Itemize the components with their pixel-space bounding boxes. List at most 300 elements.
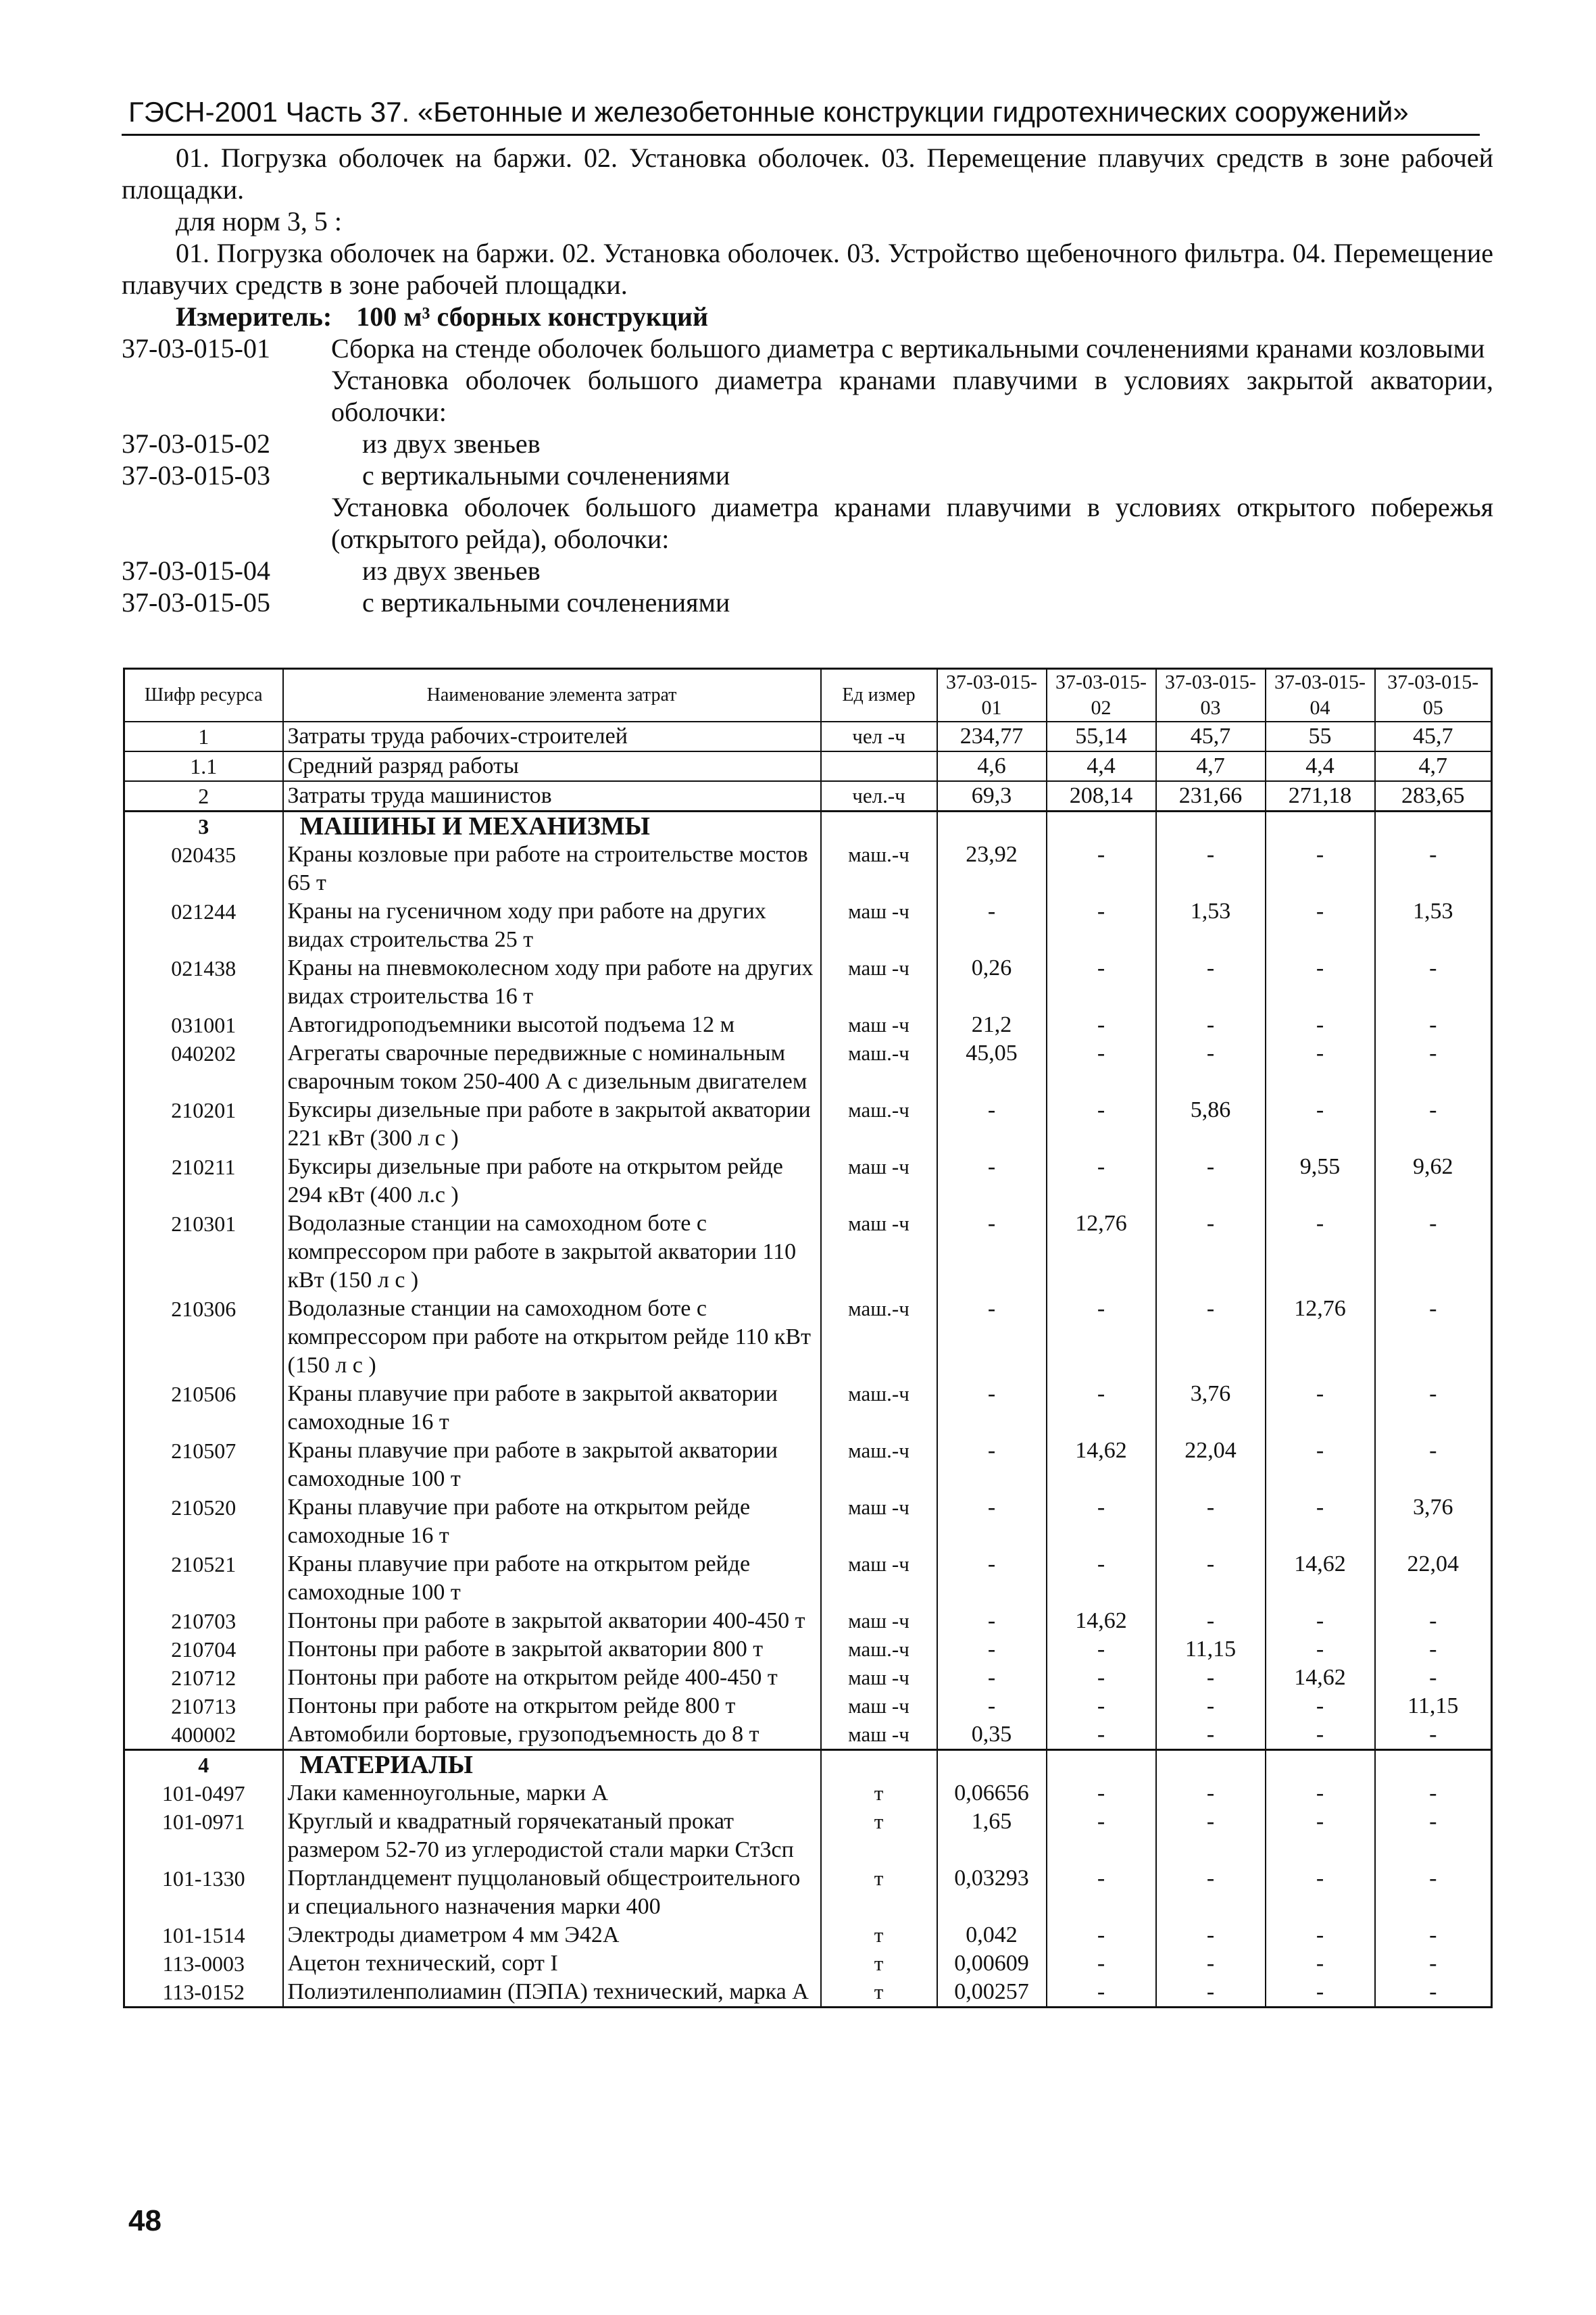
resource-code: 021438 bbox=[124, 954, 283, 1011]
norm-description: из двух звеньев bbox=[362, 555, 541, 586]
norm-value-02: 14,62 bbox=[1047, 1607, 1156, 1635]
table-row bbox=[124, 1720, 1492, 1750]
section-row bbox=[124, 812, 1492, 841]
norm-value-05: - bbox=[1375, 1978, 1492, 2008]
norm-value-04: 14,62 bbox=[1266, 1550, 1375, 1607]
resource-name: Портландцемент пуццолановый общестроительного и специального назначения марки 400 bbox=[283, 1864, 821, 1921]
norm-value-03: - bbox=[1156, 1493, 1266, 1550]
norm-value-02: - bbox=[1047, 841, 1156, 897]
resource-name: Водолазные станции на самоходном боте с компрессором при работе на открытом рейде 110 кВт (150 л с ) bbox=[283, 1295, 821, 1380]
norm-value-05: 1,53 bbox=[1375, 897, 1492, 954]
norm-value-03: 22,04 bbox=[1156, 1437, 1266, 1493]
resource-unit: маш.-ч bbox=[821, 1295, 937, 1380]
resource-unit: маш -ч bbox=[821, 1011, 937, 1039]
resource-unit: т bbox=[821, 1949, 937, 1978]
norm-value-01: 0,042 bbox=[937, 1921, 1047, 1949]
resource-name: Автогидроподъемники высотой подъема 12 м bbox=[283, 1011, 821, 1039]
resource-unit: маш -ч bbox=[821, 1720, 937, 1750]
norm-value-04: - bbox=[1266, 1039, 1375, 1096]
norm-value-01: - bbox=[937, 1380, 1047, 1437]
table-row bbox=[124, 1664, 1492, 1692]
for-norms-label: для норм 3, 5 : bbox=[176, 206, 342, 237]
table-row bbox=[124, 781, 1492, 812]
norm-value-03: 231,66 bbox=[1156, 781, 1266, 812]
resource-name: Краны козловые при работе на строительстве мостов 65 т bbox=[283, 841, 821, 897]
header-norm-05: 37-03-015-05 bbox=[1375, 669, 1492, 722]
norm-value-05: - bbox=[1375, 1096, 1492, 1153]
table-row bbox=[124, 1808, 1492, 1864]
norm-value-03 bbox=[1156, 1750, 1266, 1780]
norm-value-04: - bbox=[1266, 841, 1375, 897]
resource-unit: чел.-ч bbox=[821, 781, 937, 812]
resource-code: 020435 bbox=[124, 841, 283, 897]
norm-value-02: 55,14 bbox=[1047, 722, 1156, 751]
work-composition-2: 01. Погрузка оболочек на баржи. 02. Установка оболочек. 03. Устройство щебеночного фильтра. 04. Перемещение плавучих средств в зоне рабочей площадки. bbox=[122, 238, 1493, 300]
norm-value-05: - bbox=[1375, 1921, 1492, 1949]
norm-value-03: 4,7 bbox=[1156, 751, 1266, 781]
resource-name: Краны плавучие при работе на открытом рейде самоходные 100 т bbox=[283, 1550, 821, 1607]
resource-name: Понтоны при работе на открытом рейде 800 т bbox=[283, 1692, 821, 1720]
norm-value-02 bbox=[1047, 1750, 1156, 1780]
norm-value-02: - bbox=[1047, 1921, 1156, 1949]
table-header-row bbox=[124, 669, 1492, 722]
norm-row bbox=[122, 555, 1493, 587]
norm-value-04: - bbox=[1266, 1720, 1375, 1750]
norm-value-05: 22,04 bbox=[1375, 1550, 1492, 1607]
norm-value-04: - bbox=[1266, 1692, 1375, 1720]
resource-code: 4 bbox=[124, 1750, 283, 1780]
norm-value-04: - bbox=[1266, 1493, 1375, 1550]
norm-value-02: - bbox=[1047, 1692, 1156, 1720]
resource-name: Затраты труда рабочих-строителей bbox=[283, 722, 821, 751]
norm-row bbox=[122, 332, 1493, 364]
norm-value-04: - bbox=[1266, 1949, 1375, 1978]
table-row bbox=[124, 1096, 1492, 1153]
norm-value-03: - bbox=[1156, 1295, 1266, 1380]
measure-line bbox=[176, 301, 1493, 332]
norm-value-02: - bbox=[1047, 1720, 1156, 1750]
norm-value-02: - bbox=[1047, 954, 1156, 1011]
norm-value-05: - bbox=[1375, 1949, 1492, 1978]
section-title: МАШИНЫ И МЕХАНИЗМЫ bbox=[283, 812, 821, 841]
norm-value-02: - bbox=[1047, 1380, 1156, 1437]
norm-value-05: 9,62 bbox=[1375, 1153, 1492, 1210]
resource-code: 021244 bbox=[124, 897, 283, 954]
resource-name: Понтоны при работе в закрытой акватории 800 т bbox=[283, 1635, 821, 1664]
norm-value-01: - bbox=[937, 1295, 1047, 1380]
norm-value-04: - bbox=[1266, 1864, 1375, 1921]
resource-code: 210201 bbox=[124, 1096, 283, 1153]
norm-value-02: - bbox=[1047, 1635, 1156, 1664]
resource-code: 101-1330 bbox=[124, 1864, 283, 1921]
resource-name: Буксиры дизельные при работе в закрытой акватории 221 кВт (300 л с ) bbox=[283, 1096, 821, 1153]
norm-value-01: - bbox=[937, 1153, 1047, 1210]
norm-value-03: - bbox=[1156, 1664, 1266, 1692]
table-row bbox=[124, 722, 1492, 751]
norm-value-02: 208,14 bbox=[1047, 781, 1156, 812]
norm-value-03: - bbox=[1156, 1210, 1266, 1295]
norm-value-02: - bbox=[1047, 1864, 1156, 1921]
norm-value-03 bbox=[1156, 812, 1266, 841]
resource-code: 031001 bbox=[124, 1011, 283, 1039]
resource-unit: маш -ч bbox=[821, 1493, 937, 1550]
section-title: МАТЕРИАЛЫ bbox=[283, 1750, 821, 1780]
resource-unit: маш.-ч bbox=[821, 1096, 937, 1153]
norm-value-05: - bbox=[1375, 1039, 1492, 1096]
table-row bbox=[124, 1635, 1492, 1664]
norm-value-02: 14,62 bbox=[1047, 1437, 1156, 1493]
norm-value-03: - bbox=[1156, 1550, 1266, 1607]
norm-value-01: - bbox=[937, 1635, 1047, 1664]
norm-value-01: - bbox=[937, 1493, 1047, 1550]
norm-code: 37-03-015-03 bbox=[122, 460, 270, 491]
resource-code: 210704 bbox=[124, 1635, 283, 1664]
table-row bbox=[124, 1921, 1492, 1949]
norm-value-04: 14,62 bbox=[1266, 1664, 1375, 1692]
norm-value-01: 0,26 bbox=[937, 954, 1047, 1011]
norm-value-03: - bbox=[1156, 1607, 1266, 1635]
norm-description: с вертикальными сочленениями bbox=[362, 460, 730, 491]
resource-unit: маш -ч bbox=[821, 954, 937, 1011]
table-row bbox=[124, 1011, 1492, 1039]
norm-value-05: - bbox=[1375, 1380, 1492, 1437]
resource-unit: маш -ч bbox=[821, 1692, 937, 1720]
table-row bbox=[124, 1493, 1492, 1550]
norm-description: Установка оболочек большого диаметра кранами плавучими в условиях открытого побережья (открытого рейда), оболочки: bbox=[331, 492, 1493, 554]
norm-value-02: 12,76 bbox=[1047, 1210, 1156, 1295]
resource-code: 040202 bbox=[124, 1039, 283, 1096]
norm-value-01: 0,03293 bbox=[937, 1864, 1047, 1921]
resource-code: 210211 bbox=[124, 1153, 283, 1210]
table-row bbox=[124, 897, 1492, 954]
norm-value-05: - bbox=[1375, 1779, 1492, 1808]
table-row bbox=[124, 1949, 1492, 1978]
norm-value-03: - bbox=[1156, 1949, 1266, 1978]
resource-code: 210306 bbox=[124, 1295, 283, 1380]
resource-unit: т bbox=[821, 1864, 937, 1921]
resource-name: Понтоны при работе на открытом рейде 400-450 т bbox=[283, 1664, 821, 1692]
norm-value-03: - bbox=[1156, 1864, 1266, 1921]
norm-value-03: - bbox=[1156, 1978, 1266, 2008]
resource-name: Краны на гусеничном ходу при работе на других видах строительства 25 т bbox=[283, 897, 821, 954]
resource-name: Буксиры дизельные при работе на открытом рейде 294 кВт (400 л.с ) bbox=[283, 1153, 821, 1210]
resource-name: Краны плавучие при работе в закрытой акватории самоходные 100 т bbox=[283, 1437, 821, 1493]
norm-value-01: - bbox=[937, 1692, 1047, 1720]
header-norm-01: 37-03-015-01 bbox=[937, 669, 1047, 722]
norm-value-03: - bbox=[1156, 1011, 1266, 1039]
header-resource-code: Шифр ресурса bbox=[124, 669, 283, 722]
resource-name: Круглый и квадратный горячекатаный прокат размером 52-70 из углеродистой стали марки Ст3сп bbox=[283, 1808, 821, 1864]
resource-code: 210713 bbox=[124, 1692, 283, 1720]
resource-unit: маш -ч bbox=[821, 1607, 937, 1635]
norm-value-01: - bbox=[937, 1096, 1047, 1153]
norm-value-03: - bbox=[1156, 1692, 1266, 1720]
norm-value-04: 12,76 bbox=[1266, 1295, 1375, 1380]
resource-unit: т bbox=[821, 1808, 937, 1864]
resource-unit: т bbox=[821, 1978, 937, 2008]
table-row bbox=[124, 1550, 1492, 1607]
section-row bbox=[124, 1750, 1492, 1780]
table-row bbox=[124, 841, 1492, 897]
norm-value-02: - bbox=[1047, 1096, 1156, 1153]
resource-name: Краны плавучие при работе на открытом рейде самоходные 16 т bbox=[283, 1493, 821, 1550]
table-row bbox=[124, 751, 1492, 781]
header-unit: Ед измер bbox=[821, 669, 937, 722]
norm-value-01 bbox=[937, 812, 1047, 841]
table-row bbox=[124, 1607, 1492, 1635]
norm-value-04: - bbox=[1266, 897, 1375, 954]
norm-code: 37-03-015-01 bbox=[122, 333, 270, 364]
resource-unit: маш -ч bbox=[821, 1153, 937, 1210]
norm-value-05: 4,7 bbox=[1375, 751, 1492, 781]
norm-value-03: - bbox=[1156, 1153, 1266, 1210]
header-cost-element: Наименование элемента затрат bbox=[283, 669, 821, 722]
norm-value-01: 69,3 bbox=[937, 781, 1047, 812]
page-number: 48 bbox=[128, 2204, 161, 2237]
norm-value-01: 4,6 bbox=[937, 751, 1047, 781]
resource-code: 210712 bbox=[124, 1664, 283, 1692]
norm-code: 37-03-015-02 bbox=[122, 428, 270, 459]
norm-description: с вертикальными сочленениями bbox=[362, 587, 730, 618]
norm-value-02: - bbox=[1047, 1039, 1156, 1096]
norm-description: Сборка на стенде оболочек большого диаметра с вертикальными сочленениями кранами козловыми bbox=[331, 333, 1485, 364]
resource-code: 3 bbox=[124, 812, 283, 841]
norm-value-01: - bbox=[937, 1664, 1047, 1692]
norm-value-01: 0,35 bbox=[937, 1720, 1047, 1750]
norm-value-04: - bbox=[1266, 1607, 1375, 1635]
table-row bbox=[124, 1153, 1492, 1210]
resource-unit: т bbox=[821, 1779, 937, 1808]
norm-value-03: - bbox=[1156, 1779, 1266, 1808]
resource-name: Автомобили бортовые, грузоподъемность до 8 т bbox=[283, 1720, 821, 1750]
norm-description: Установка оболочек большого диаметра кранами плавучими в условиях закрытой акватории, оболочки: bbox=[331, 365, 1493, 427]
table-row bbox=[124, 1295, 1492, 1380]
norm-value-01: 21,2 bbox=[937, 1011, 1047, 1039]
norm-value-01: - bbox=[937, 1210, 1047, 1295]
resource-name: Затраты труда машинистов bbox=[283, 781, 821, 812]
table-row bbox=[124, 1779, 1492, 1808]
resource-unit: маш.-ч bbox=[821, 1380, 937, 1437]
norm-value-01: - bbox=[937, 1607, 1047, 1635]
norm-row bbox=[122, 491, 1493, 555]
table-row bbox=[124, 1039, 1492, 1096]
norm-value-01: - bbox=[937, 1437, 1047, 1493]
resource-code: 210506 bbox=[124, 1380, 283, 1437]
norm-value-04: - bbox=[1266, 1096, 1375, 1153]
resource-unit bbox=[821, 1750, 937, 1780]
norm-code: 37-03-015-04 bbox=[122, 555, 270, 586]
norms-list bbox=[122, 332, 1493, 618]
resource-code: 101-0971 bbox=[124, 1808, 283, 1864]
resource-unit: маш -ч bbox=[821, 1664, 937, 1692]
norm-value-01: 23,92 bbox=[937, 841, 1047, 897]
norm-value-05: - bbox=[1375, 1437, 1492, 1493]
norm-value-01: 234,77 bbox=[937, 722, 1047, 751]
norm-value-02: - bbox=[1047, 1295, 1156, 1380]
norm-row bbox=[122, 364, 1493, 428]
norm-value-05: - bbox=[1375, 954, 1492, 1011]
resource-code: 2 bbox=[124, 781, 283, 812]
norm-value-03: - bbox=[1156, 841, 1266, 897]
norm-value-02: - bbox=[1047, 1779, 1156, 1808]
resource-name: Электроды диаметром 4 мм Э42А bbox=[283, 1921, 821, 1949]
resource-name: Краны плавучие при работе в закрытой акватории самоходные 16 т bbox=[283, 1380, 821, 1437]
norm-value-04 bbox=[1266, 812, 1375, 841]
measure-label: Измеритель: bbox=[176, 301, 332, 332]
norm-value-05 bbox=[1375, 812, 1492, 841]
resource-name: Водолазные станции на самоходном боте с компрессором при работе в закрытой акватории 110 кВт (150 л с ) bbox=[283, 1210, 821, 1295]
table-row bbox=[124, 1380, 1492, 1437]
resource-code: 113-0152 bbox=[124, 1978, 283, 2008]
resource-code: 210703 bbox=[124, 1607, 283, 1635]
norm-value-04: - bbox=[1266, 1921, 1375, 1949]
norm-value-01: - bbox=[937, 1550, 1047, 1607]
resource-code: 210507 bbox=[124, 1437, 283, 1493]
norm-value-03: 11,15 bbox=[1156, 1635, 1266, 1664]
norm-value-02: - bbox=[1047, 1808, 1156, 1864]
resource-unit: маш -ч bbox=[821, 897, 937, 954]
norm-value-04: 9,55 bbox=[1266, 1153, 1375, 1210]
norm-value-04: - bbox=[1266, 1978, 1375, 2008]
table-row bbox=[124, 1692, 1492, 1720]
resource-unit: маш.-ч bbox=[821, 1039, 937, 1096]
norm-value-02 bbox=[1047, 812, 1156, 841]
norm-value-03: - bbox=[1156, 1039, 1266, 1096]
norm-value-03: 45,7 bbox=[1156, 722, 1266, 751]
norm-value-02: - bbox=[1047, 1978, 1156, 2008]
resource-unit bbox=[821, 812, 937, 841]
header-rule bbox=[122, 134, 1480, 136]
resource-code: 1 bbox=[124, 722, 283, 751]
norm-value-03: - bbox=[1156, 1720, 1266, 1750]
norm-value-05: - bbox=[1375, 1295, 1492, 1380]
norm-value-02: - bbox=[1047, 1153, 1156, 1210]
norm-value-04: - bbox=[1266, 1380, 1375, 1437]
norm-value-02: - bbox=[1047, 1011, 1156, 1039]
norm-value-02: - bbox=[1047, 1664, 1156, 1692]
resource-unit: маш.-ч bbox=[821, 1437, 937, 1493]
table-row bbox=[124, 1437, 1492, 1493]
norm-value-04: - bbox=[1266, 1808, 1375, 1864]
resource-code: 210521 bbox=[124, 1550, 283, 1607]
norm-value-05: 45,7 bbox=[1375, 722, 1492, 751]
norm-value-04: - bbox=[1266, 1437, 1375, 1493]
resource-code: 101-0497 bbox=[124, 1779, 283, 1808]
norm-value-05: - bbox=[1375, 1664, 1492, 1692]
norm-value-04 bbox=[1266, 1750, 1375, 1780]
norm-value-02: 4,4 bbox=[1047, 751, 1156, 781]
norm-value-04: - bbox=[1266, 1011, 1375, 1039]
norm-value-03: 5,86 bbox=[1156, 1096, 1266, 1153]
norm-value-02: - bbox=[1047, 897, 1156, 954]
norm-value-05: - bbox=[1375, 1808, 1492, 1864]
norm-code bbox=[122, 364, 331, 428]
norm-value-03: - bbox=[1156, 954, 1266, 1011]
norm-value-02: - bbox=[1047, 1949, 1156, 1978]
norm-row bbox=[122, 587, 1493, 618]
norm-value-01: 0,06656 bbox=[937, 1779, 1047, 1808]
norm-value-05: - bbox=[1375, 1635, 1492, 1664]
norm-value-04: 4,4 bbox=[1266, 751, 1375, 781]
norm-row bbox=[122, 459, 1493, 491]
norm-value-04: - bbox=[1266, 1635, 1375, 1664]
work-composition-1: 01. Погрузка оболочек на баржи. 02. Установка оболочек. 03. Перемещение плавучих средств в зоне рабочей площадки. bbox=[122, 143, 1493, 205]
resource-code: 210520 bbox=[124, 1493, 283, 1550]
resource-name: Полиэтиленполиамин (ПЭПА) технический, марка А bbox=[283, 1978, 821, 2008]
norm-value-05 bbox=[1375, 1750, 1492, 1780]
norm-value-05: - bbox=[1375, 841, 1492, 897]
norm-value-03: - bbox=[1156, 1921, 1266, 1949]
resource-unit: маш.-ч bbox=[821, 1635, 937, 1664]
resource-code: 113-0003 bbox=[124, 1949, 283, 1978]
norm-value-05: 11,15 bbox=[1375, 1692, 1492, 1720]
resource-name: Лаки каменноугольные, марки А bbox=[283, 1779, 821, 1808]
resource-name: Агрегаты сварочные передвижные с номинальным сварочным током 250-400 А с дизельным двигателем bbox=[283, 1039, 821, 1096]
resource-name: Средний разряд работы bbox=[283, 751, 821, 781]
norm-value-03: 1,53 bbox=[1156, 897, 1266, 954]
resource-code: 400002 bbox=[124, 1720, 283, 1750]
norm-value-05: - bbox=[1375, 1864, 1492, 1921]
resource-unit: маш -ч bbox=[821, 1550, 937, 1607]
norm-value-05: 283,65 bbox=[1375, 781, 1492, 812]
norm-value-01: - bbox=[937, 897, 1047, 954]
norm-value-05: - bbox=[1375, 1607, 1492, 1635]
norm-value-01: 45,05 bbox=[937, 1039, 1047, 1096]
norm-value-01: 0,00609 bbox=[937, 1949, 1047, 1978]
running-head: ГЭСН-2001 Часть 37. «Бетонные и железобетонные конструкции гидротехнических сооружений» bbox=[128, 96, 1409, 128]
norm-value-04: 55 bbox=[1266, 722, 1375, 751]
norm-code bbox=[122, 491, 331, 555]
norm-value-03: 3,76 bbox=[1156, 1380, 1266, 1437]
norm-value-01 bbox=[937, 1750, 1047, 1780]
resource-code: 1.1 bbox=[124, 751, 283, 781]
header-norm-02: 37-03-015-02 bbox=[1047, 669, 1156, 722]
resource-unit bbox=[821, 751, 937, 781]
resource-name: Понтоны при работе в закрытой акватории 400-450 т bbox=[283, 1607, 821, 1635]
norm-value-05: - bbox=[1375, 1011, 1492, 1039]
resource-unit: маш.-ч bbox=[821, 841, 937, 897]
norm-value-05: - bbox=[1375, 1210, 1492, 1295]
norm-value-04: 271,18 bbox=[1266, 781, 1375, 812]
norm-value-02: - bbox=[1047, 1493, 1156, 1550]
norm-value-05: 3,76 bbox=[1375, 1493, 1492, 1550]
resource-code: 210301 bbox=[124, 1210, 283, 1295]
norm-code: 37-03-015-05 bbox=[122, 587, 270, 618]
header-norm-04: 37-03-015-04 bbox=[1266, 669, 1375, 722]
resource-name: Ацетон технический, сорт I bbox=[283, 1949, 821, 1978]
resource-unit: маш -ч bbox=[821, 1210, 937, 1295]
resource-unit: чел -ч bbox=[821, 722, 937, 751]
resource-table bbox=[123, 668, 1493, 2008]
measure-value: 100 м³ сборных конструкций bbox=[356, 301, 709, 332]
norm-value-01: 0,00257 bbox=[937, 1978, 1047, 2008]
resource-code: 101-1514 bbox=[124, 1921, 283, 1949]
intro-block bbox=[122, 142, 1493, 618]
norm-row bbox=[122, 428, 1493, 459]
resource-name: Краны на пневмоколесном ходу при работе на других видах строительства 16 т bbox=[283, 954, 821, 1011]
table-row bbox=[124, 1978, 1492, 2008]
norm-value-04: - bbox=[1266, 1779, 1375, 1808]
norm-value-04: - bbox=[1266, 954, 1375, 1011]
norm-value-02: - bbox=[1047, 1550, 1156, 1607]
header-norm-03: 37-03-015-03 bbox=[1156, 669, 1266, 722]
norm-value-04: - bbox=[1266, 1210, 1375, 1295]
table-row bbox=[124, 1210, 1492, 1295]
norm-value-01: 1,65 bbox=[937, 1808, 1047, 1864]
table-row bbox=[124, 1864, 1492, 1921]
table-row bbox=[124, 954, 1492, 1011]
norm-description: из двух звеньев bbox=[362, 428, 541, 459]
